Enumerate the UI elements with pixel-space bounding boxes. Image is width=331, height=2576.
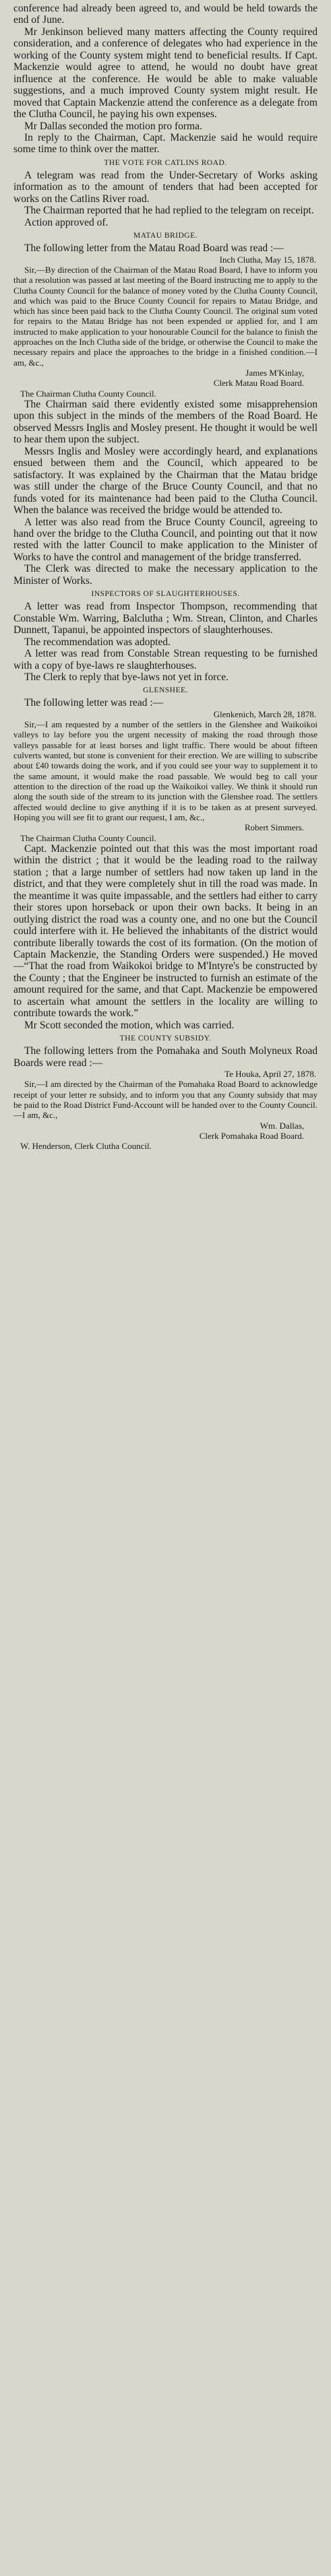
letter-signature: Robert Simmers. (244, 822, 304, 833)
letter-signature: Clerk Matau Road Board. (213, 378, 304, 389)
letter-body: Sir,—I am requested by a number of the settlers in the Glenshee and Waikoikoi valleys to lay before you the urgent necessity of making the road through those valleys passable for at least horses and light traffic. There would be about fifteen culverts wanted, but stone is convenient for their erection. We are willing to subscribe about £40 towards doing the work, and if you could see your way to supplement it to the same amount, it would make the road passable. We would beg to call your attention to the direction of the road up the Waikoikoi valley. We think it should run along the south side of the stream to its junction with the Glenshee road. The settlers affected would decline to give anything if it is to be taken as at present surveyed. Hoping you will see fit to grant our request, I am, &c., (13, 719, 318, 822)
paragraph: In reply to the Chairman, Capt. Mackenzie said he would require some time to think over the matter. (13, 131, 318, 156)
paragraph: The recommendation was adopted. (24, 636, 171, 648)
paragraph: A letter was read from Inspector Thompson, recommending that Constable Wm. Warring, Balclutha ; Wm. Strean, Clinton, and Charles Dunnett, Tapanui, be appointed inspectors of slaughterhouses. (13, 601, 318, 636)
letter-body: Sir,—By direction of the Chairman of the Matau Road Board, I have to inform you that a resolution was passed at last meeting of the Board instructing me to apply to the Clutha County Council for the balance of money voted by the Clutha County Council, and which was paid to the Bruce County Council for repairs to Matau Bridge, and which has since been paid back to the Clutha County Council. The original sum voted for repairs to the Matau Bridge has not been expended or applied for, and I am instructed to make application to your honourable Council for the balance to finish the approaches on the Inch Clutha side of the bridge, or otherwise the Council to make the necessary repairs and place the approaches to the bridge in a finished condition.—I am, &c., (13, 264, 318, 368)
paragraph: The following letter was read :— (24, 697, 164, 709)
paragraph: The following letters from the Pomahaka and South Molyneux Road Boards were read :— (13, 1045, 318, 1069)
paragraph: Action approved of. (24, 216, 109, 228)
section-heading: INSPECTORS OF SLAUGHTERHOUSES. (91, 590, 240, 599)
paragraph: The Chairman said there evidently existed some misapprehension upon this subject in the minds of the members of the Road Board. He observed Messrs Inglis and Mosley present. He thought it would be well to hear them upon the subject. (13, 398, 318, 446)
letter-body: Sir,—I am directed by the Chairman of the Pomahaka Road Board to acknowledge receipt of your letter re subsidy, and to inform you that any County subsidy that may be paid to the Road District Fund-Account will be handed over to the County Council.—I am, &c., (13, 1079, 318, 1121)
paragraph: A letter was read from Constable Strean requesting to be furnished with a copy of bye-laws re slaughterhouses. (13, 648, 318, 671)
letter-dateline: Inch Clutha, May 15, 1878. (219, 254, 316, 265)
paragraph: A telegram was read from the Under-Secretary of Works asking information as to the amount of tenders that had been accepted for works on the Catlins River road. (13, 169, 318, 205)
letter-signature: Clerk Pomahaka Road Board. (199, 1130, 304, 1141)
letter-signature: James M'Kinlay, (245, 368, 304, 378)
section-heading: GLENSHEE. (143, 686, 188, 695)
paragraph: conference had already been agreed to, and would be held towards the end of June. (13, 3, 318, 26)
paragraph: The Clerk was directed to make the necessary application to the Minister of Works. (13, 563, 318, 587)
letter-addressee: The Chairman Clutha County Council. (20, 388, 156, 399)
paragraph: The Chairman reported that he had replied to the telegram on receipt. (24, 205, 314, 217)
paragraph: Messrs Inglis and Mosley were accordingly heard, and explanations ensued between them and the Council, which appeared to be satisfactory. It was explained by the Chairman that the Matau bridge was still under the charge of the Bruce County Council, and that no funds voted for its maintenance had been paid to the Clutha Council. When the balance was received the bridge would be attended to. (13, 445, 318, 517)
paragraph: A letter was also read from the Bruce County Council, agreeing to hand over the bridge to the Clutha Council, and pointing out that it now rested with the latter Council to make application to the Minister of Works to have the control and management of the bridge transferred. (13, 516, 318, 563)
paragraph: The Clerk to reply that bye-laws not yet in force. (24, 671, 229, 683)
letter-addressee: The Chairman Clutha County Council. (20, 832, 156, 843)
newspaper-column (0, 0, 331, 1157)
letter-dateline: Te Houka, April 27, 1878. (224, 1069, 316, 1080)
letter-dateline: Glenkenich, March 28, 1878. (213, 708, 316, 719)
letter-addressee: W. Henderson, Clerk Clutha Council. (20, 1141, 152, 1152)
section-heading: THE VOTE FOR CATLINS ROAD. (104, 158, 227, 167)
paragraph: Mr Dallas seconded the motion pro forma. (24, 120, 202, 132)
section-heading: THE COUNTY SUBSIDY. (119, 1034, 212, 1043)
paragraph: Mr Jenkinson believed many matters affecting the County required consideration, and a conference of delegates who had experience in the working of the County system might tend to beneficial results. If Capt. Mackenzie would agree to attend, he would no doubt have great influence at the conference. He would be able to make valuable suggestions, and a much improved County system might result. He moved that Captain Mackenzie attend the conference as a delegate from the Clutha Council, he paying his own expenses. (13, 26, 318, 121)
paragraph: The following letter from the Matau Road Board was read :— (24, 242, 284, 255)
paragraph: Mr Scott seconded the motion, which was carried. (24, 1019, 235, 1031)
section-heading: MATAU BRIDGE. (133, 232, 198, 240)
paragraph: Capt. Mackenzie pointed out that this was the most important road within the district ; that it would be the leading road to the railway station ; that a large number of settlers had now taken up land in the district, and that they were completely shut in till the road was made. In the meantime it was quite impassable, and the settlers had either to carry their stores upon horseback or upon their own backs. It being in an outlying district the road was a county one, and no one but the Council could interfere with it. He believed the inhabitants of the district would contribute liberally towards the cost of its formation. (On the motion of Captain Mackenzie, the Standing Orders were suspended.) He moved—“That the road from Waikokoi bridge to M'Intyre's be constructed by the County ; that the Engineer be instructed to furnish an estimate of the amount required for the same, and that Capt. Mackenzie be empowered to ascertain what amount the settlers in the locality are willing to contribute towards the work.” (13, 843, 318, 1020)
letter-signature: Wm. Dallas, (260, 1120, 304, 1131)
